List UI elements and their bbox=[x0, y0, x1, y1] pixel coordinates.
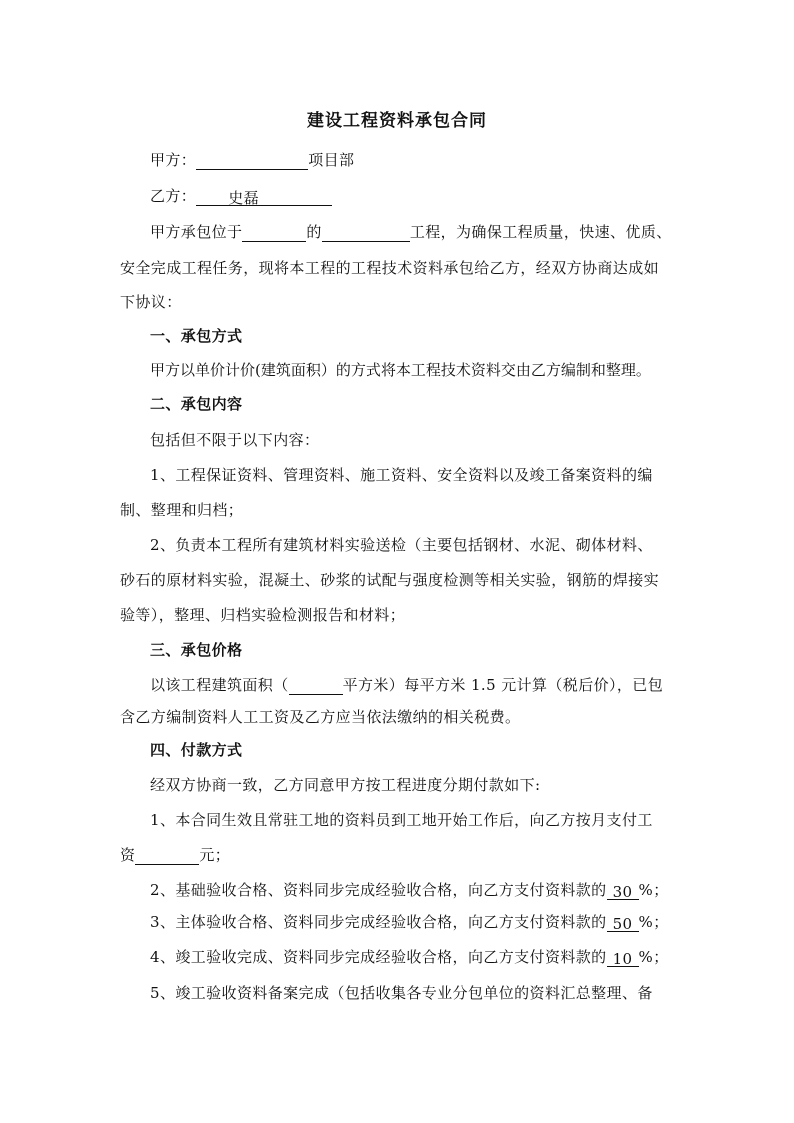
intro-text: 甲方承包位于 bbox=[150, 223, 243, 241]
payment-item-4 bbox=[150, 947, 685, 967]
section-2-item-2-cont: 验等），整理、归档实验检测报告和材料； bbox=[120, 606, 406, 624]
section-3-text bbox=[150, 675, 685, 695]
intro-text: 工程，为确保工程质量，快速、优质、 bbox=[409, 223, 672, 241]
party-a-suffix: 项目部 bbox=[308, 151, 355, 169]
salary-blank bbox=[135, 847, 199, 865]
party-a-line bbox=[150, 150, 685, 170]
section-2-heading: 二、承包内容 bbox=[150, 395, 243, 413]
price-text: 平方米）每平方米 1.5 元计算（税后价），已包 bbox=[342, 676, 664, 694]
section-4-heading: 四、付款方式 bbox=[150, 741, 243, 759]
document-title: 建设工程资料承包合同 bbox=[307, 111, 487, 131]
area-blank bbox=[289, 677, 343, 695]
party-b-label: 乙方： bbox=[150, 187, 197, 205]
payment-item-3 bbox=[150, 912, 685, 932]
payment-item-2 bbox=[150, 880, 685, 900]
section-2-item-1-cont: 制、整理和归档； bbox=[120, 501, 244, 519]
payment-percent: 30 bbox=[607, 882, 639, 900]
party-a-blank bbox=[196, 152, 308, 170]
project-blank bbox=[322, 224, 410, 242]
section-3-text-cont: 含乙方编制资料人工工资及乙方应当依法缴纳的相关税费。 bbox=[120, 708, 521, 726]
party-b-name-field bbox=[196, 188, 332, 206]
payment-percent: 10 bbox=[607, 949, 639, 967]
section-2-intro: 包括但不限于以下内容： bbox=[150, 431, 320, 449]
section-4-intro: 经双方协商一致，乙方同意甲方按工程进度分期付款如下: bbox=[150, 776, 541, 794]
percent-sign: %； bbox=[638, 913, 669, 931]
section-2-item-1: 1、工程保证资料、管理资料、施工资料、安全资料以及竣工备案资料的编 bbox=[150, 466, 653, 484]
intro-line-1 bbox=[150, 222, 685, 242]
intro-text: 的 bbox=[306, 223, 322, 241]
price-text: 以该工程建筑面积（ bbox=[150, 676, 289, 694]
payment-item-1-cont bbox=[120, 845, 685, 865]
location-blank bbox=[242, 224, 306, 242]
payment-text: 3、主体验收合格、资料同步完成经验收合格，向乙方支付资料款的 bbox=[150, 913, 607, 931]
payment-text: 资 bbox=[120, 846, 136, 864]
intro-line-3: 下协议： bbox=[120, 293, 182, 311]
percent-sign: %； bbox=[638, 881, 669, 899]
payment-item-1: 1、本合同生效且常驻工地的资料员到工地开始工作后，向乙方按月支付工 bbox=[150, 811, 653, 829]
party-b-name: 史磊 bbox=[228, 189, 260, 207]
section-1-heading: 一、承包方式 bbox=[150, 327, 243, 345]
payment-text: 元； bbox=[199, 846, 231, 864]
section-2-item-2: 2、负责本工程所有建筑材料实验送检（主要包括钢材、水泥、砌体材料、 bbox=[150, 536, 653, 554]
payment-percent: 50 bbox=[607, 914, 639, 932]
payment-text: 4、竣工验收完成、资料同步完成经验收合格，向乙方支付资料款的 bbox=[150, 948, 607, 966]
payment-item-5: 5、竣工验收资料备案完成（包括收集各专业分包单位的资料汇总整理、备 bbox=[150, 984, 653, 1002]
section-1-text: 甲方以单价计价(建筑面积）的方式将本工程技术资料交由乙方编制和整理。 bbox=[150, 361, 651, 379]
party-a-label: 甲方： bbox=[150, 151, 197, 169]
payment-text: 2、基础验收合格、资料同步完成经验收合格，向乙方支付资料款的 bbox=[150, 881, 607, 899]
party-b-line bbox=[150, 186, 685, 206]
section-3-heading: 三、承包价格 bbox=[150, 641, 243, 659]
percent-sign: %； bbox=[638, 948, 669, 966]
intro-line-2: 安全完成工程任务，现将本工程的工程技术资料承包给乙方，经双方协商达成如 bbox=[120, 259, 660, 277]
section-2-item-2-cont: 砂石的原材料实验，混凝土、砂浆的试配与强度检测等相关实验，钢筋的焊接实 bbox=[120, 571, 660, 589]
